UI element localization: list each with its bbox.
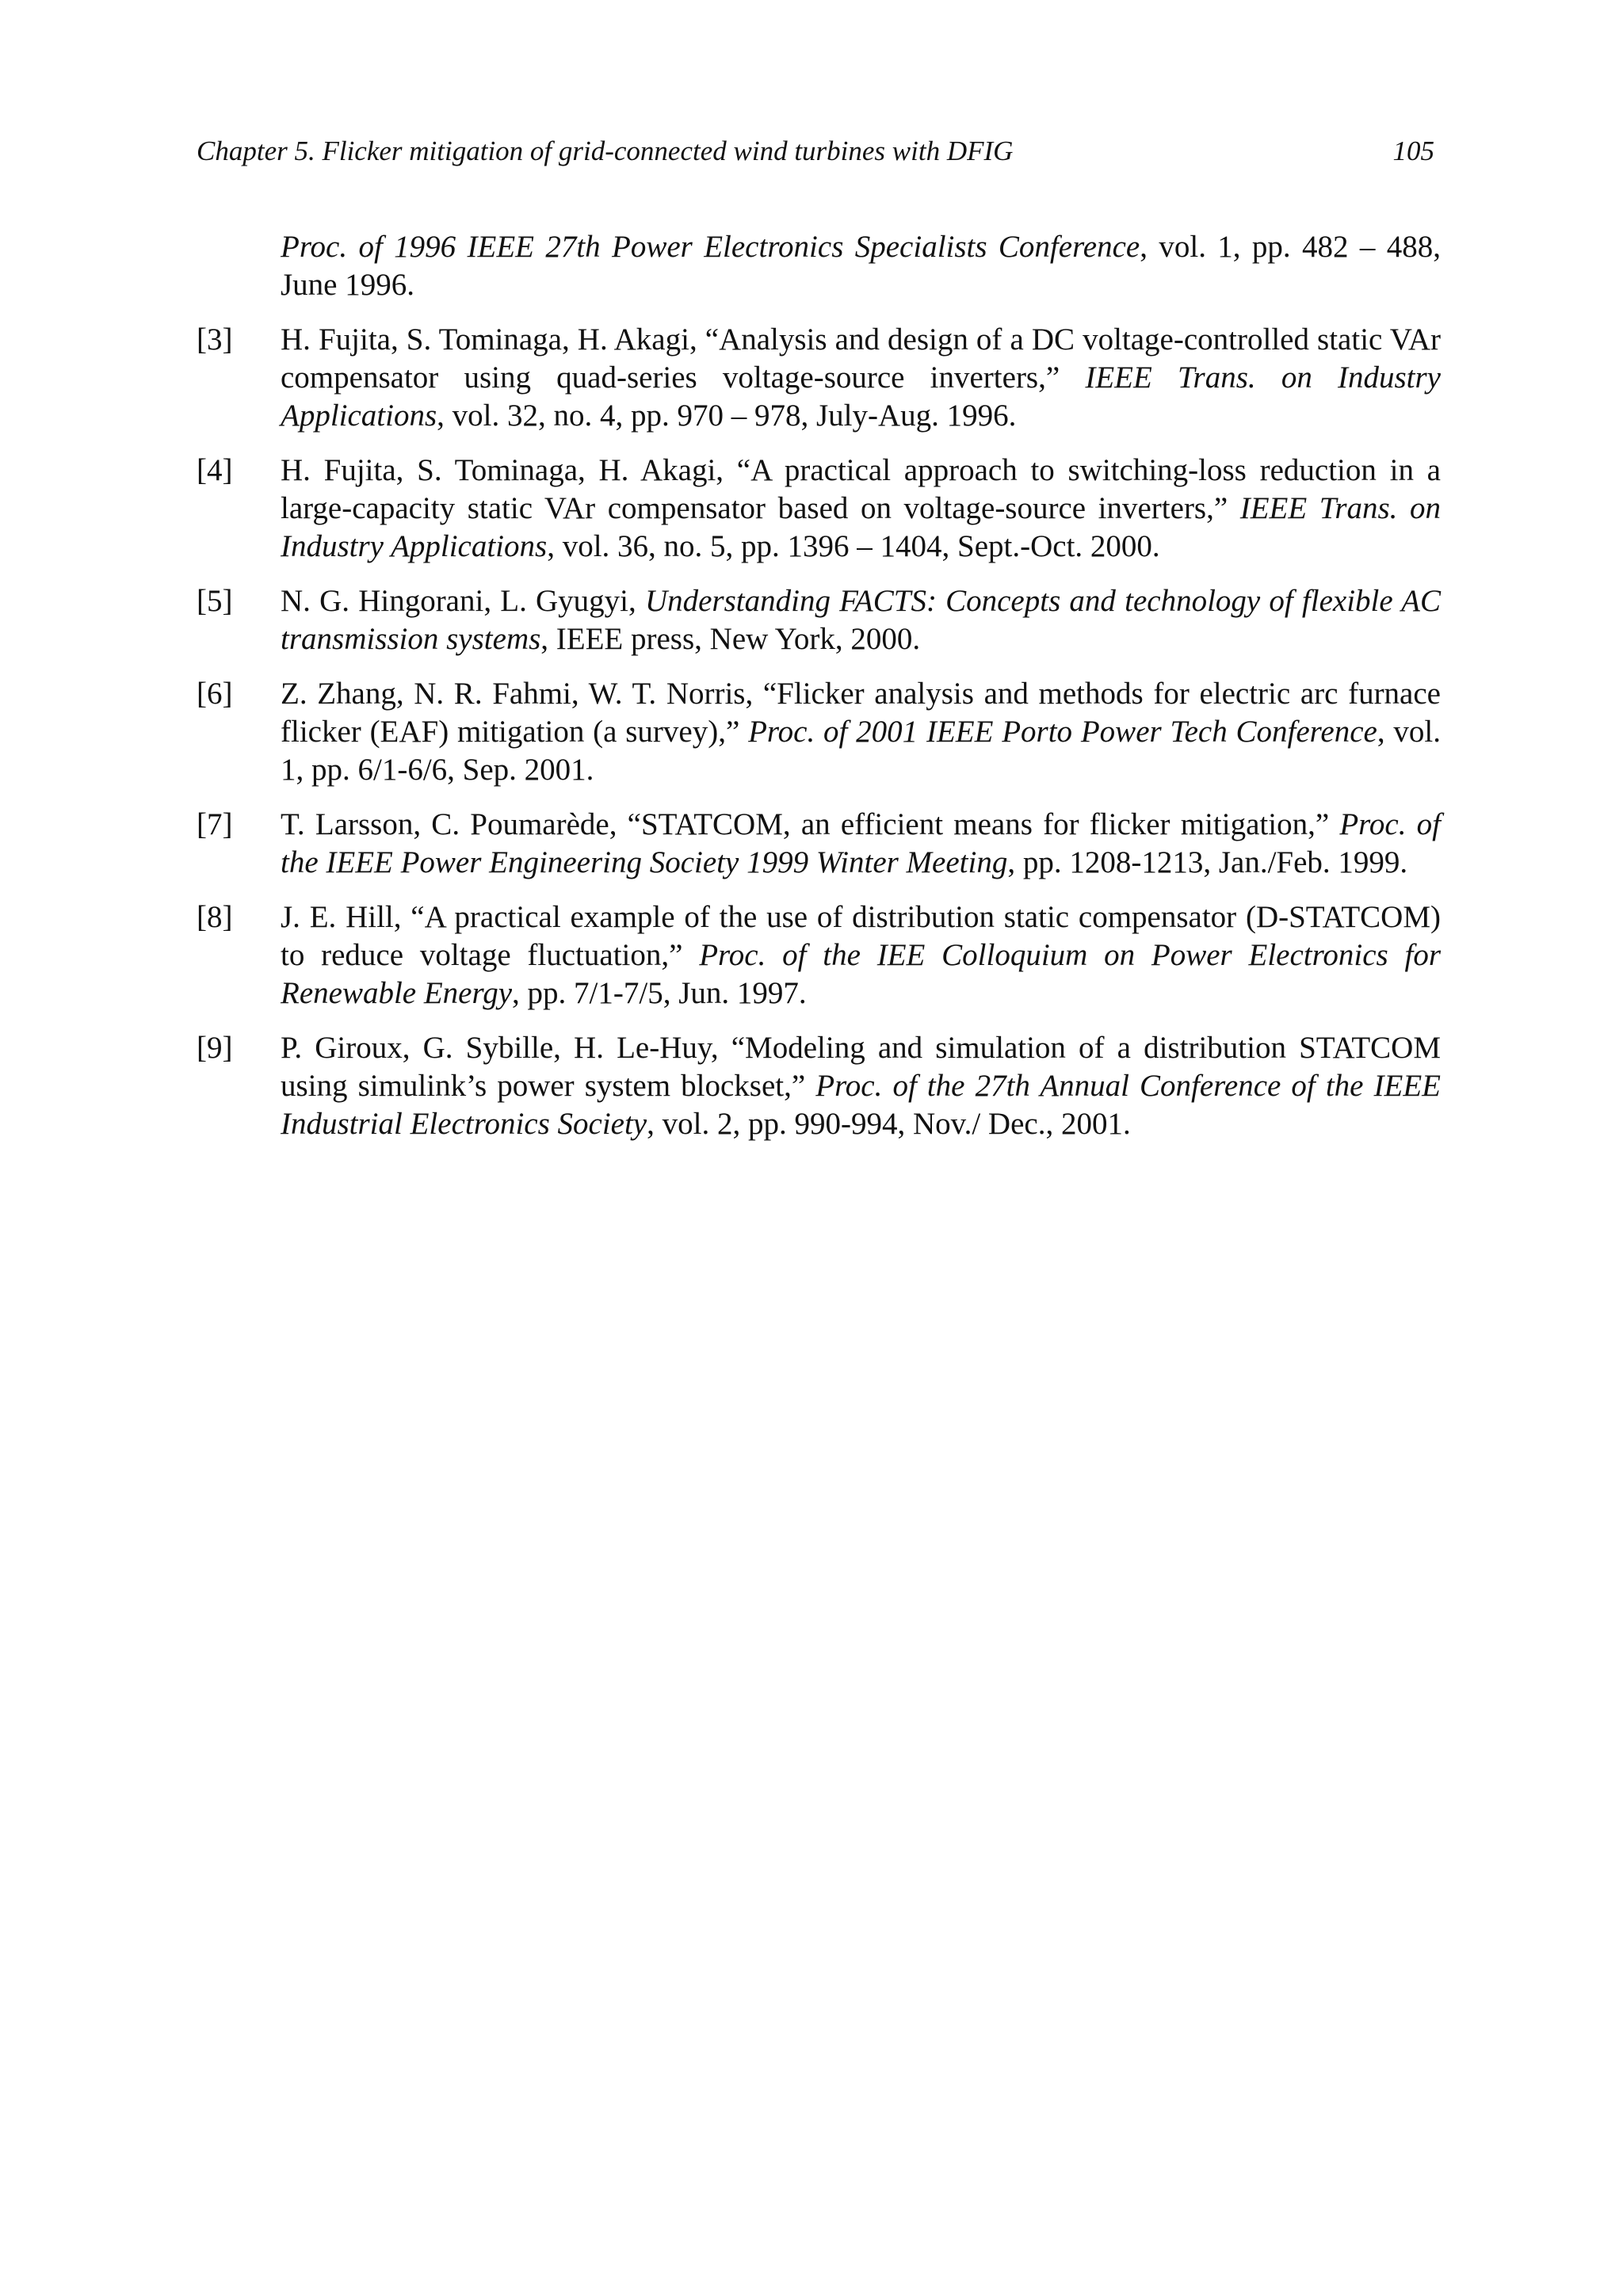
reference-authors-title: Z. Zhang, N. R. Fahmi, W. T. Norris, “Flicker analysis and methods for electric arc furnace flicker (EAF) mitigation (a survey),” (281, 677, 1441, 749)
reference-venue: Proc. of the IEE Colloquium on Power Electronics for Renewable Energy (281, 938, 1441, 1010)
reference-text (281, 452, 1441, 566)
reference-item (197, 1029, 1441, 1143)
reference-text (281, 228, 1441, 304)
reference-details: , vol. 2, pp. 990-994, Nov./ Dec., 2001. (647, 1107, 1131, 1141)
reference-number: [9] (197, 1031, 233, 1065)
reference-details: , pp. 7/1-7/5, Jun. 1997. (512, 976, 807, 1010)
reference-venue: IEEE Trans. on Industry Applications (281, 491, 1441, 563)
reference-details: , IEEE press, New York, 2000. (540, 622, 921, 656)
reference-details: , vol. 1, pp. 6/1-6/6, Sep. 2001. (281, 715, 1441, 787)
reference-number: [8] (197, 900, 233, 934)
reference-authors-title: P. Giroux, G. Sybille, H. Le-Huy, “Modeling and simulation of a distribution STATCOM using simulink’s power system blockset,” (281, 1031, 1441, 1103)
reference-text (281, 898, 1441, 1013)
reference-number: [4] (197, 453, 233, 487)
reference-number: [6] (197, 677, 233, 711)
reference-venue: IEEE Trans. on Industry Applications (281, 360, 1441, 433)
reference-number: [5] (197, 584, 233, 618)
reference-text (281, 675, 1441, 789)
reference-authors-title: H. Fujita, S. Tominaga, H. Akagi, “A practical approach to switching-loss reduction in a large-capacity static VAr compensator based on voltage-source inverters,” (281, 453, 1441, 525)
reference-authors-title: J. E. Hill, “A practical example of the use of distribution static compensator (D-STATCOM) to reduce voltage fluctuation,” (281, 900, 1441, 972)
reference-item (197, 452, 1441, 566)
reference-venue: Proc. of 1996 IEEE 27th Power Electronics Specialists Conference (281, 230, 1140, 264)
reference-list (197, 228, 1441, 1160)
reference-text (281, 806, 1441, 882)
reference-venue: Proc. of 2001 IEEE Porto Power Tech Conference (748, 715, 1377, 749)
running-header (197, 133, 1434, 170)
reference-item (197, 675, 1441, 789)
reference-details: , vol. 1, pp. 482 – 488, June 1996. (281, 230, 1441, 302)
reference-item (197, 321, 1441, 435)
reference-venue: Proc. of the IEEE Power Engineering Society 1999 Winter Meeting (281, 807, 1441, 879)
reference-item (197, 806, 1441, 882)
reference-number: [3] (197, 322, 233, 357)
reference-authors: N. G. Hingorani, L. Gyugyi, (281, 584, 645, 618)
reference-authors-title: T. Larsson, C. Poumarède, “STATCOM, an efficient means for flicker mitigation,” (281, 807, 1340, 841)
reference-item (197, 582, 1441, 658)
reference-details: , vol. 36, no. 5, pp. 1396 – 1404, Sept.-Oct. 2000. (547, 529, 1160, 563)
reference-text (281, 582, 1441, 658)
chapter-title: Chapter 5. Flicker mitigation of grid-connected wind turbines with DFIG (197, 135, 1014, 166)
reference-item (197, 898, 1441, 1013)
reference-venue: Proc. of the 27th Annual Conference of the IEEE Industrial Electronics Society (281, 1069, 1441, 1141)
reference-item (197, 228, 1441, 304)
reference-number: [7] (197, 807, 233, 841)
reference-text (281, 1029, 1441, 1143)
reference-book-title: Understanding FACTS: Concepts and technology of flexible AC transmission systems (281, 584, 1441, 656)
page-number: 105 (1392, 135, 1434, 166)
reference-text (281, 321, 1441, 435)
reference-details: , vol. 32, no. 4, pp. 970 – 978, July-Aug. 1996. (437, 399, 1017, 433)
reference-details: , pp. 1208-1213, Jan./Feb. 1999. (1007, 845, 1408, 879)
reference-authors-title: H. Fujita, S. Tominaga, H. Akagi, “Analysis and design of a DC voltage-controlled static VAr compensator using quad-series voltage-source inverters,” (281, 322, 1441, 395)
